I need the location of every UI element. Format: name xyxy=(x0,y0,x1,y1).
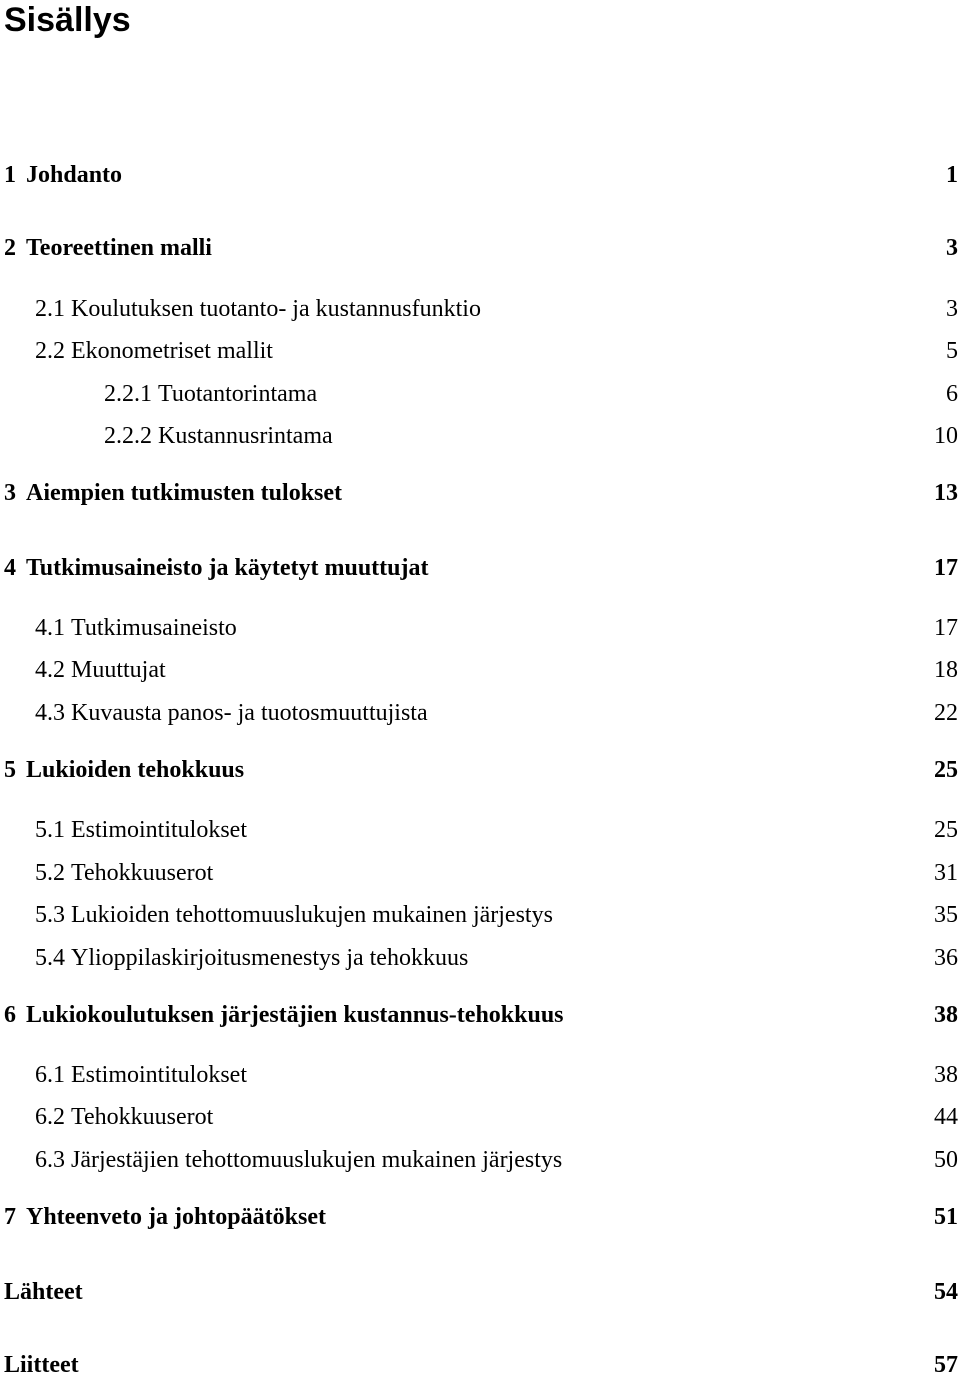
toc-entry[interactable] xyxy=(0,998,960,1032)
toc-entry[interactable] xyxy=(0,653,960,687)
toc-entry-page: 3 xyxy=(946,234,958,261)
toc-entry-label xyxy=(0,1204,326,1231)
toc-entry-number: 2.2.1 xyxy=(104,380,152,407)
toc-entry[interactable] xyxy=(0,158,960,192)
toc-entry-label xyxy=(0,945,468,972)
toc-entry-number: 7 xyxy=(4,1203,16,1230)
toc-entry-number: 4.3 xyxy=(35,699,65,726)
toc-entry-label xyxy=(0,480,342,507)
toc-entry-label xyxy=(0,296,481,323)
toc-entry-page: 25 xyxy=(934,756,958,783)
toc-entry-number: 4 xyxy=(4,554,16,581)
toc-entry-text: Estimointitulokset xyxy=(71,1061,248,1088)
toc-entry-label xyxy=(0,902,553,929)
toc-entry[interactable] xyxy=(0,419,960,453)
toc-entry-number: 3 xyxy=(4,479,16,506)
toc-entry-label xyxy=(0,555,428,582)
toc-entry[interactable] xyxy=(0,856,960,890)
toc-entry-page: 51 xyxy=(934,1203,958,1230)
toc-entry-label xyxy=(0,700,428,727)
toc-entry-label xyxy=(0,615,237,642)
toc-entry-text: Järjestäjien tehottomuuslukujen mukainen järjestys xyxy=(71,1146,563,1173)
toc-entry[interactable] xyxy=(0,551,960,585)
toc-entry-number: 5.4 xyxy=(35,944,65,971)
toc-entry-page: 3 xyxy=(946,295,958,322)
toc-entry-number: 2.2 xyxy=(35,337,65,364)
toc-entry-label xyxy=(0,381,317,408)
page-title: Sisällys xyxy=(4,1,131,39)
toc-entry-number: 4.1 xyxy=(35,614,65,641)
toc-entry-page: 17 xyxy=(934,614,958,641)
toc-entry-label xyxy=(0,1062,247,1089)
toc-entry-page: 36 xyxy=(934,944,958,971)
toc-entry-page: 31 xyxy=(934,859,958,886)
toc-entry-page: 38 xyxy=(934,1061,958,1088)
toc-entry-text: Johdanto xyxy=(26,161,123,188)
toc-entry-number: 6.3 xyxy=(35,1146,65,1173)
toc-entry[interactable] xyxy=(0,334,960,368)
toc-entry-page: 18 xyxy=(934,656,958,683)
toc-entry-label xyxy=(0,1002,564,1029)
toc-entry-label xyxy=(0,860,213,887)
toc-entry-text: Kuvausta panos- ja tuotosmuuttujista xyxy=(71,699,428,726)
toc-entry-page: 38 xyxy=(934,1001,958,1028)
toc-entry[interactable] xyxy=(0,813,960,847)
toc-entry-text: Lähteet xyxy=(4,1278,83,1305)
toc-entry-text: Tutkimusaineisto ja käytetyt muuttujat xyxy=(26,554,429,581)
toc-entry[interactable] xyxy=(0,696,960,730)
toc-entry-text: Ylioppilaskirjoitusmenestys ja tehokkuus xyxy=(71,944,469,971)
toc-entry-text: Tuotantorintama xyxy=(158,380,318,407)
toc-entry-number: 5.1 xyxy=(35,816,65,843)
toc-entry[interactable] xyxy=(0,1200,960,1234)
toc-entry-text: Lukioiden tehokkuus xyxy=(26,756,245,783)
toc-entry-label xyxy=(0,338,273,365)
toc-entry-number: 5.2 xyxy=(35,859,65,886)
toc-entry-label xyxy=(0,162,122,189)
toc-entry[interactable] xyxy=(0,611,960,645)
toc-entry-label xyxy=(0,817,247,844)
toc-entry[interactable] xyxy=(0,377,960,411)
toc-entry[interactable] xyxy=(0,1143,960,1177)
toc-entry-text: Koulutuksen tuotanto- ja kustannusfunktio xyxy=(71,295,481,322)
toc-entry-text: Liitteet xyxy=(4,1351,79,1378)
toc-entry-text: Lukioiden tehottomuuslukujen mukainen järjestys xyxy=(71,901,553,928)
toc-entry[interactable] xyxy=(0,231,960,265)
toc-entry[interactable] xyxy=(0,476,960,510)
toc-entry-page: 1 xyxy=(946,161,958,188)
toc-entry-text: Tehokkuuserot xyxy=(71,1103,214,1130)
toc-entry[interactable] xyxy=(0,1348,960,1382)
toc-entry-text: Ekonometriset mallit xyxy=(71,337,273,364)
toc-entry-page: 44 xyxy=(934,1103,958,1130)
toc-entry-page: 35 xyxy=(934,901,958,928)
toc-entry-label xyxy=(0,1352,79,1379)
toc-entry-text: Muuttujat xyxy=(71,656,166,683)
toc-entry-number: 6 xyxy=(4,1001,16,1028)
toc-entry-label xyxy=(0,423,333,450)
toc-entry-text: Yhteenveto ja johtopäätökset xyxy=(26,1203,326,1230)
toc-entry-number: 2 xyxy=(4,234,16,261)
toc-entry-page: 22 xyxy=(934,699,958,726)
toc-entry-label xyxy=(0,657,166,684)
toc-entry-page: 5 xyxy=(946,337,958,364)
toc-entry-number: 6.2 xyxy=(35,1103,65,1130)
toc-entry-page: 25 xyxy=(934,816,958,843)
toc-entry-number: 5.3 xyxy=(35,901,65,928)
toc-entry-text: Kustannusrintama xyxy=(158,422,333,449)
toc-entry-page: 50 xyxy=(934,1146,958,1173)
toc-entry-label xyxy=(0,1147,562,1174)
toc-entry-label xyxy=(0,757,244,784)
toc-entry[interactable] xyxy=(0,292,960,326)
toc-entry[interactable] xyxy=(0,898,960,932)
toc-entry-text: Aiempien tutkimusten tulokset xyxy=(26,479,343,506)
toc-entry-page: 13 xyxy=(934,479,958,506)
toc-entry[interactable] xyxy=(0,941,960,975)
toc-entry-text: Teoreettinen malli xyxy=(26,234,212,261)
toc-entry-page: 54 xyxy=(934,1278,958,1305)
toc-entry-label xyxy=(0,1279,83,1306)
toc-entry-text: Lukiokoulutuksen järjestäjien kustannus-tehokkuus xyxy=(26,1001,564,1028)
toc-entry-page: 17 xyxy=(934,554,958,581)
toc-entry-page: 57 xyxy=(934,1351,958,1378)
toc-entry[interactable] xyxy=(0,753,960,787)
toc-entry-page: 10 xyxy=(934,422,958,449)
toc-entry-number: 4.2 xyxy=(35,656,65,683)
toc-entry-page: 6 xyxy=(946,380,958,407)
toc-entry-number: 5 xyxy=(4,756,16,783)
toc-entry[interactable] xyxy=(0,1275,960,1309)
toc-entry-text: Tutkimusaineisto xyxy=(71,614,237,641)
toc-entry[interactable] xyxy=(0,1100,960,1134)
toc-entry-text: Tehokkuuserot xyxy=(71,859,214,886)
toc-entry-number: 2.2.2 xyxy=(104,422,152,449)
toc-entry-text: Estimointitulokset xyxy=(71,816,248,843)
toc-entry-label xyxy=(0,1104,213,1131)
toc-entry-number: 2.1 xyxy=(35,295,65,322)
toc-entry[interactable] xyxy=(0,1058,960,1092)
toc-entry-number: 6.1 xyxy=(35,1061,65,1088)
toc-entry-number: 1 xyxy=(4,161,16,188)
toc-entry-label xyxy=(0,235,212,262)
